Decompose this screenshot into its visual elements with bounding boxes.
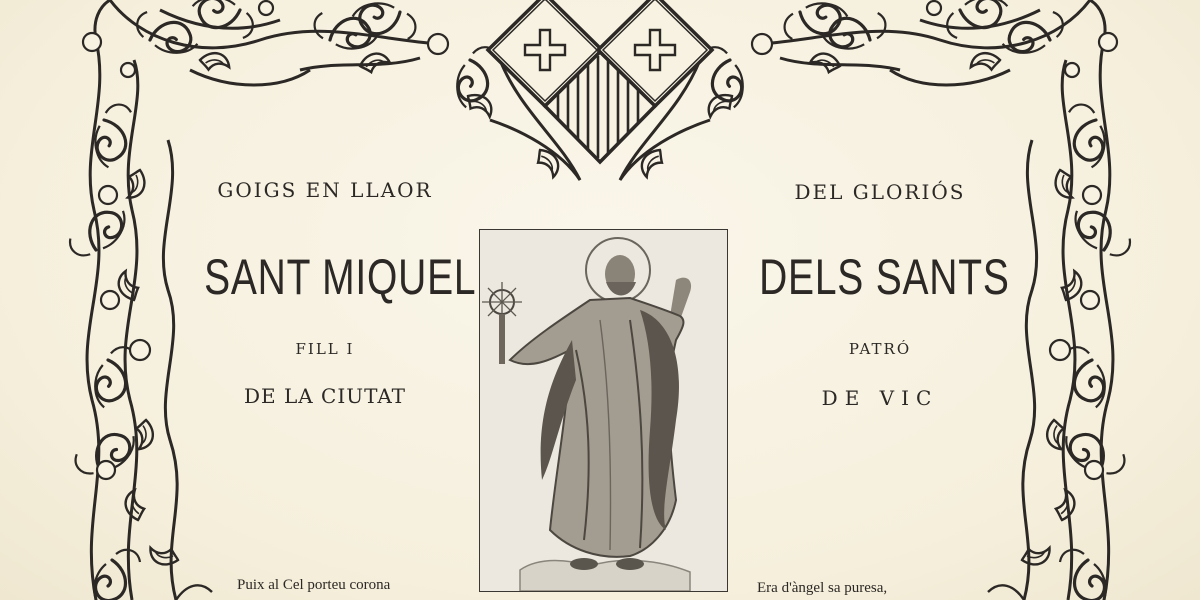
heading-goigs: GOIGS EN LLAOR <box>217 178 433 202</box>
title-sant-miquel: SANT MIQUEL <box>204 249 477 305</box>
subheading-patro: PATRÓ <box>848 340 912 358</box>
saint-image <box>479 229 728 592</box>
subheading-vic: DE VIC <box>821 386 939 410</box>
heading-del-glorios: DEL GLORIÓS <box>794 180 966 204</box>
verse-left-line: Puix al Cel porteu corona <box>237 577 391 593</box>
subheading-ciutat: DE LA CIUTAT <box>243 384 407 408</box>
verse-right-line: Era d'àngel sa puresa, <box>757 580 888 596</box>
saint-engraving-icon <box>480 230 727 591</box>
subheading-fill: FILL I <box>295 340 355 358</box>
title-dels-sants: DELS SANTS <box>759 249 1010 305</box>
coat-of-arms-icon <box>451 0 749 180</box>
